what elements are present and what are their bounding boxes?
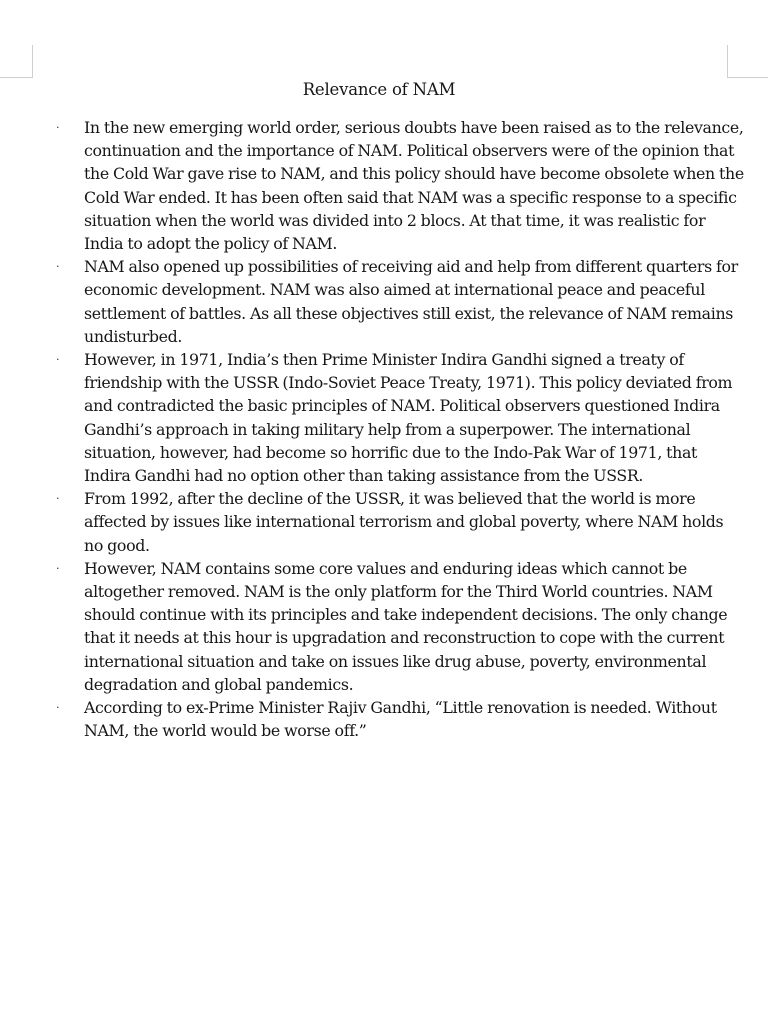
margin-corner-mark-right	[727, 45, 768, 78]
bullet-item	[56, 696, 746, 742]
bullet-dot-icon: ·	[56, 561, 60, 575]
bullet-dot-icon: ·	[56, 260, 60, 274]
bullet-dot-icon: ·	[56, 492, 60, 506]
bullet-item	[56, 348, 746, 487]
bullet-item	[56, 557, 746, 696]
bullet-dot-icon: ·	[56, 701, 60, 715]
document-title: Relevance of NAM	[302, 80, 456, 99]
bullet-item	[56, 255, 746, 348]
margin-corner-mark-left	[0, 45, 33, 78]
bullet-item	[56, 487, 746, 557]
bullet-text: From 1992, after the decline of the USSR, it was believed that the world is more affected by issues like international terrorism and global poverty, where NAM holds no good.	[84, 489, 724, 555]
bullet-text: However, NAM contains some core values and enduring ideas which cannot be altogether removed. NAM is the only platform for the Third World countries. NAM should continue with its principles and take independent decisions. The only change that it needs at this hour is upgradation and reconstruction to cope with the current international situation and take on issues like drug abuse, poverty, environmental degradation and global pandemics.	[84, 558, 728, 694]
bullet-text: However, in 1971, India’s then Prime Minister Indira Gandhi signed a treaty of friendship with the USSR (Indo-Soviet Peace Treaty, 1971). This policy deviated from and contradicted the basic principles of NAM. Political observers questioned Indira Gandhi’s approach in taking military help from a superpower. The international situation, however, had become so horrific due to the Indo-Pak War of 1971, that Indira Gandhi had no option other than taking assistance from the USSR.	[84, 350, 733, 486]
bullet-text: NAM also opened up possibilities of receiving aid and help from different quarters for economic development. NAM was also aimed at international peace and peaceful settlement of battles. As all these objectives still exist, the relevance of NAM remains undisturbed.	[84, 257, 738, 346]
bullet-dot-icon: ·	[56, 121, 60, 134]
bullet-text: In the new emerging world order, serious doubts have been raised as to the relevance, continuation and the importance of NAM. Political observers were of the opinion that the Cold War gave rise to NAM, and this policy should have become obsolete when the Cold War ended. It has been often said that NAM was a specific response to a specific situation when the world was divided into 2 blocs. At that time, it was realistic for India to adopt the policy of NAM.	[84, 118, 744, 254]
bullet-text: According to ex-Prime Minister Rajiv Gandhi, “Little renovation is needed. Without NAM, the world would be worse off.”	[84, 698, 717, 741]
bullet-dot-icon: ·	[56, 353, 60, 367]
bullet-list	[56, 116, 746, 742]
bullet-item	[56, 116, 746, 255]
